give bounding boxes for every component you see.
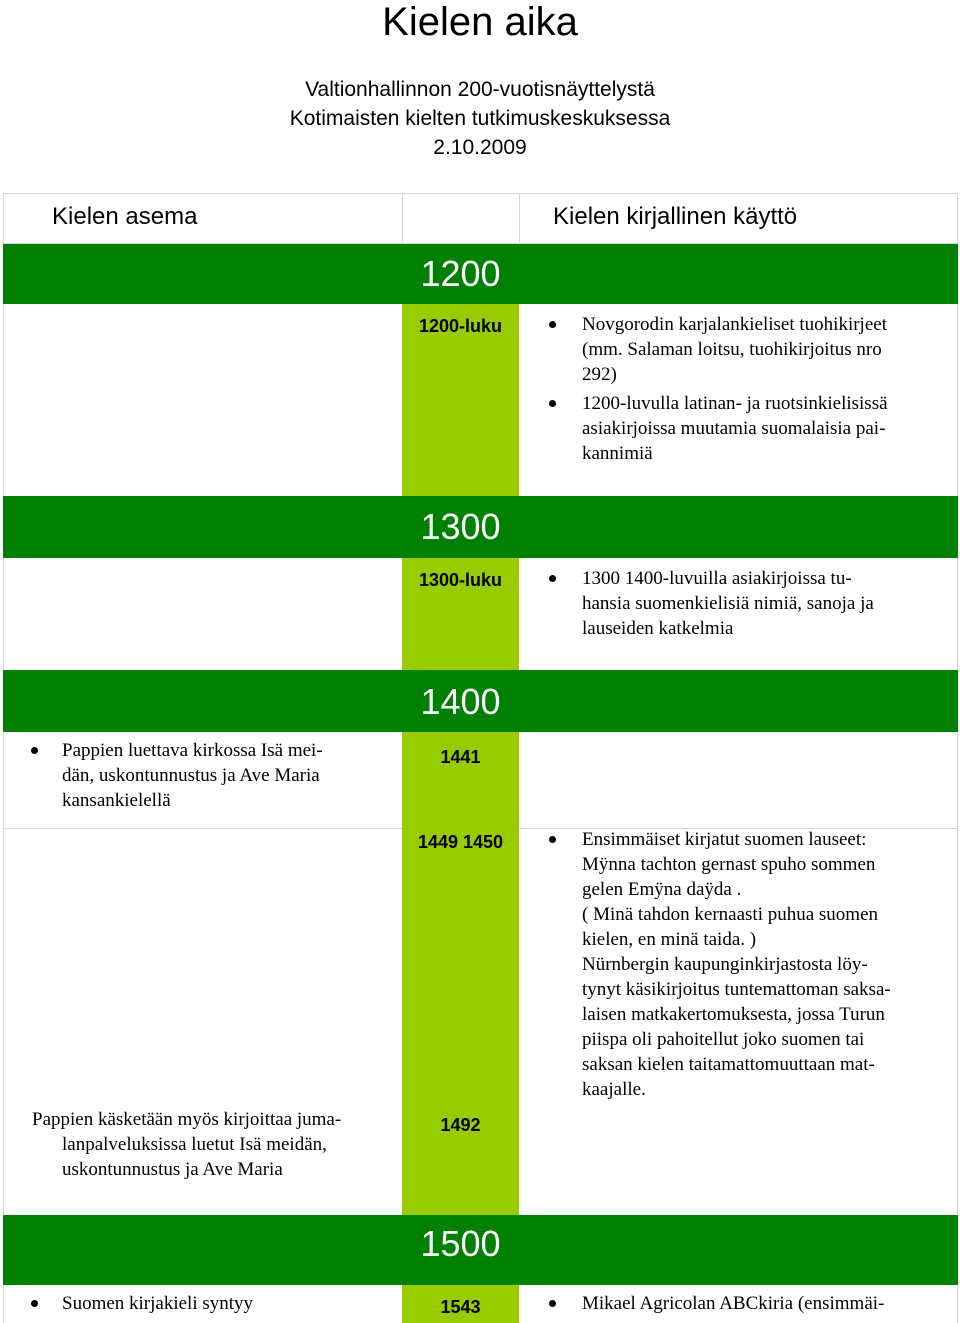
bullet-icon [549, 321, 556, 328]
year-label-1300-luku: 1300-luku [418, 570, 503, 590]
table-top-border [3, 193, 958, 194]
century-label-1300: 1300 [420, 506, 501, 547]
year-label-1543: 1543 [440, 1297, 481, 1317]
subtitle-line-3: 2.10.2009 [433, 136, 527, 159]
year-label-1200-luku: 1200-luku [418, 316, 503, 336]
bullet-icon [549, 1300, 556, 1307]
subtitle-line-1: Valtionhallinnon 200-vuotisnäyttelystä [305, 78, 655, 101]
table-left-border [3, 193, 4, 1323]
bullet-icon [549, 400, 556, 407]
subtitle-line-2: Kotimaisten kielten tutkimuskeskuksessa [289, 107, 671, 130]
year-label-1441: 1441 [440, 747, 481, 767]
century-label-1200: 1200 [420, 253, 501, 294]
left-entry-kirjakieli: Suomen kirjakieli syntyy [62, 1293, 254, 1314]
right-entry-paikannimia: 1200-luvulla latinan- ja ruotsinkielisissä asiakirjoissa muutamia suomalaisia pai- kannimiä [582, 393, 888, 464]
column-divider [402, 193, 403, 243]
center-column [402, 732, 519, 1215]
column-divider [519, 193, 520, 243]
century-label-1500: 1500 [420, 1223, 501, 1264]
table-right-border [957, 193, 958, 1323]
year-label-1492: 1492 [440, 1115, 481, 1135]
right-entry-abckiria: Mikael Agricolan ABCkiria (ensimmäi- [582, 1293, 885, 1314]
bullet-icon [549, 575, 556, 582]
year-label-1449-1450: 1449 1450 [417, 832, 504, 852]
right-entry-tuohikirjeet: Novgorodin karjalankieliset tuohikirjeet (mm. Salaman loitsu, tuohikirjoitus nro 292) [582, 314, 887, 385]
header-kirjallinen-kaytto: Kielen kirjallinen käyttö [553, 203, 798, 230]
left-entry-pappien-kasketaan: Pappien käsketään myös kirjoittaa juma- lanpalveluksissa luetut Isä meidän, uskontunnustus ja Ave Maria [32, 1109, 342, 1180]
bullet-icon [31, 1300, 38, 1307]
right-entry-ensimmaiset-lauseet: Ensimmäiset kirjatut suomen lauseet: Mÿnna tachton gernast spuho sommen gelen Emÿna daÿda . ( Minä tahdon kernaasti puhua suomen kielen, en minä taida. ) Nürnbergin kaupunginkirjastosta löy- tynyt käsikirjoitus tuntemattoman saksa- laisen matkakertomuksesta, jossa Turun piispa oli pahoitellut joko suomen tai saksan kielen taitamattomuuttaan mat- kaajalle. [582, 829, 891, 1100]
page-title: Kielen aika [382, 0, 578, 44]
century-label-1400: 1400 [420, 681, 501, 722]
header-kielen-asema: Kielen asema [52, 203, 198, 230]
right-entry-1300-1400: 1300 1400-luvuilla asiakirjoissa tu- hansia suomenkielisiä nimiä, sanoja ja lauseiden katkelmia [582, 568, 874, 639]
left-entry-pappien-luettava: Pappien luettava kirkossa Isä mei- dän, uskontunnustus ja Ave Maria kansankielellä [62, 740, 323, 811]
bullet-icon [31, 747, 38, 754]
row-divider [3, 828, 402, 829]
bullet-icon [549, 836, 556, 843]
